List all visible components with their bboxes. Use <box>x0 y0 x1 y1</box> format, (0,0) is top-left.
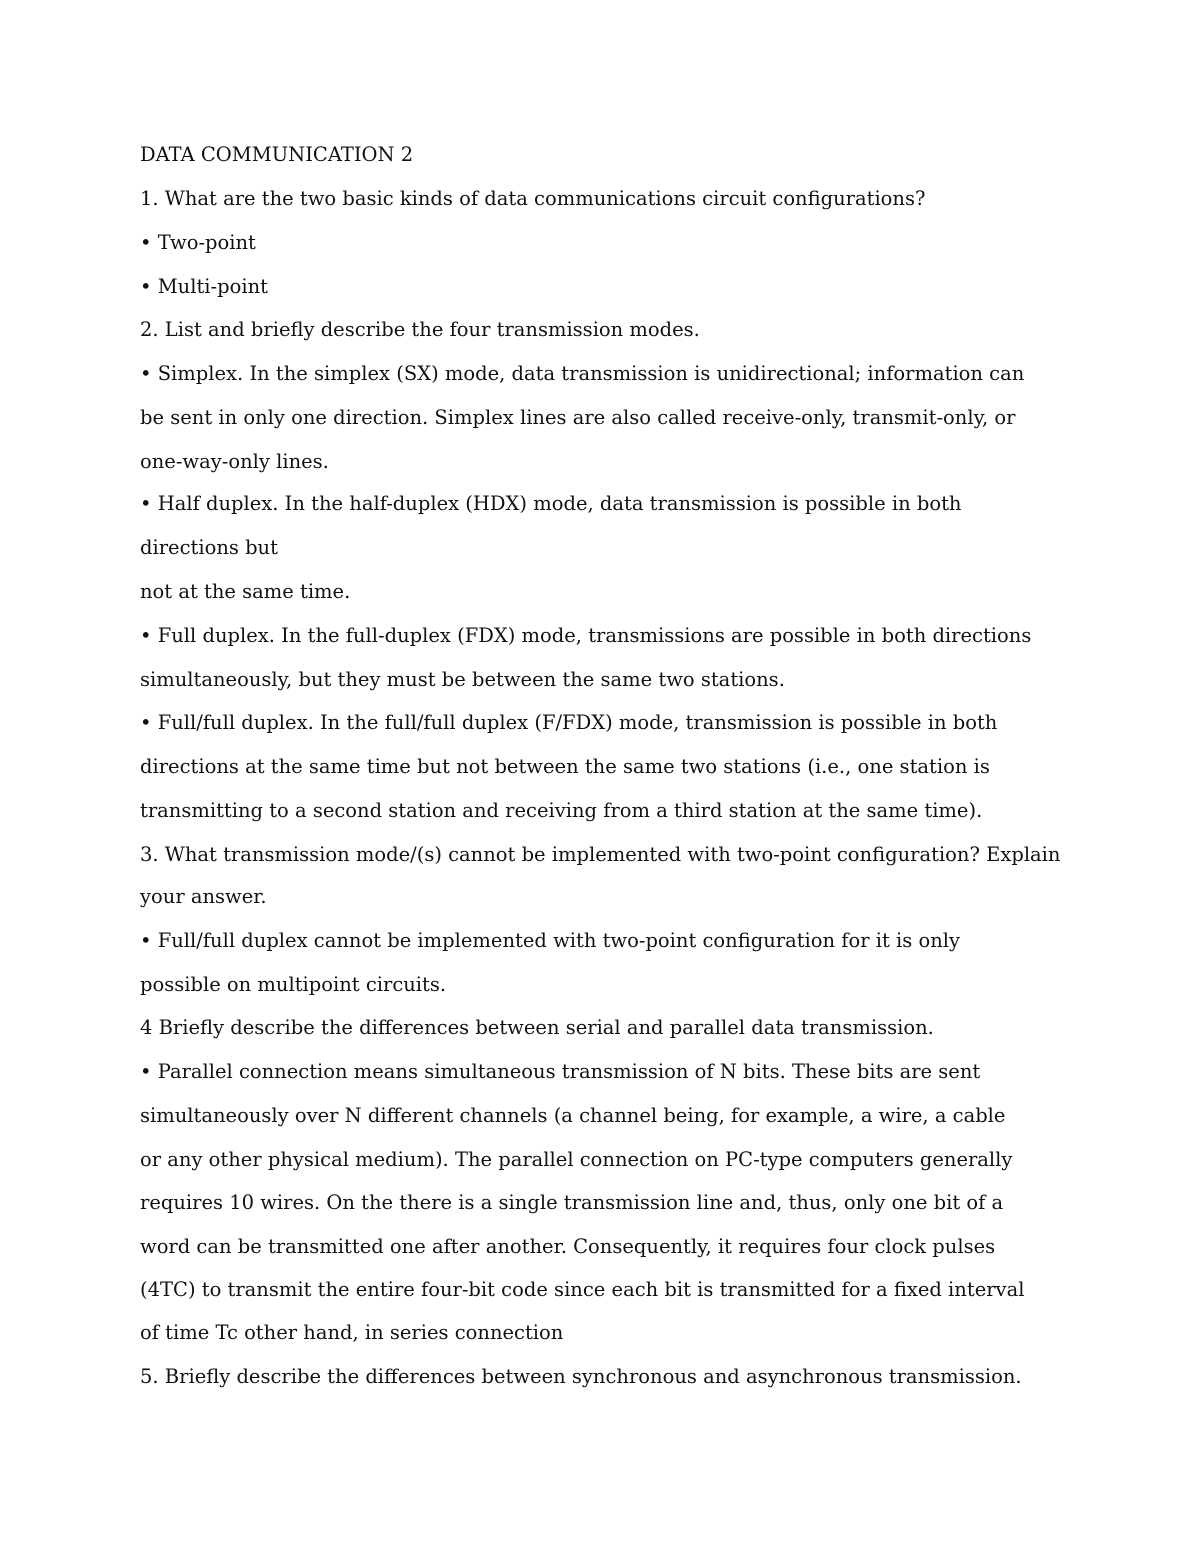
paragraph-line: • Full/full duplex. In the full/full duplex (F/FDX) mode, transmission is possible in both <box>140 711 998 734</box>
bullet-item: • Multi-point <box>140 275 268 298</box>
paragraph-line: • Full duplex. In the full-duplex (FDX) mode, transmissions are possible in both directions <box>140 624 1032 647</box>
question-3: 3. What transmission mode/(s) cannot be implemented with two-point configuration? Explain <box>140 843 1061 866</box>
question-5: 5. Briefly describe the differences between synchronous and asynchronous transmission. <box>140 1365 1022 1388</box>
paragraph-line: • Half duplex. In the half-duplex (HDX) mode, data transmission is possible in both <box>140 492 962 515</box>
paragraph-line: not at the same time. <box>140 580 351 603</box>
paragraph-line: requires 10 wires. On the there is a single transmission line and, thus, only one bit of a <box>140 1191 1004 1214</box>
paragraph-line: or any other physical medium). The parallel connection on PC-type computers generally <box>140 1148 1013 1171</box>
question-2: 2. List and briefly describe the four transmission modes. <box>140 318 700 341</box>
paragraph-line: simultaneously over N different channels (a channel being, for example, a wire, a cable <box>140 1104 1006 1127</box>
paragraph-line: • Full/full duplex cannot be implemented with two-point configuration for it is only <box>140 929 961 952</box>
question-4: 4 Briefly describe the differences between serial and parallel data transmission. <box>140 1016 934 1039</box>
paragraph-line: transmitting to a second station and receiving from a third station at the same time). <box>140 799 983 822</box>
paragraph-line: word can be transmitted one after another. Consequently, it requires four clock pulses <box>140 1235 996 1258</box>
paragraph-line: • Parallel connection means simultaneous transmission of N bits. These bits are sent <box>140 1060 981 1083</box>
paragraph-line: directions at the same time but not between the same two stations (i.e., one station is <box>140 755 990 778</box>
paragraph-line: possible on multipoint circuits. <box>140 973 447 996</box>
paragraph-line: be sent in only one direction. Simplex lines are also called receive-only, transmit-only, or <box>140 406 1016 429</box>
paragraph-line: your answer. <box>140 885 267 908</box>
paragraph-line: of time Tc other hand, in series connection <box>140 1321 564 1344</box>
question-1: 1. What are the two basic kinds of data communications circuit configurations? <box>140 187 926 210</box>
document-title: DATA COMMUNICATION 2 <box>140 143 414 166</box>
paragraph-line: directions but <box>140 536 278 559</box>
bullet-item: • Two-point <box>140 231 256 254</box>
paragraph-line: simultaneously, but they must be between the same two stations. <box>140 668 785 691</box>
paragraph-line: one-way-only lines. <box>140 450 329 473</box>
paragraph-line: (4TC) to transmit the entire four-bit code since each bit is transmitted for a fixed interval <box>140 1278 1025 1301</box>
paragraph-line: • Simplex. In the simplex (SX) mode, data transmission is unidirectional; information can <box>140 362 1025 385</box>
